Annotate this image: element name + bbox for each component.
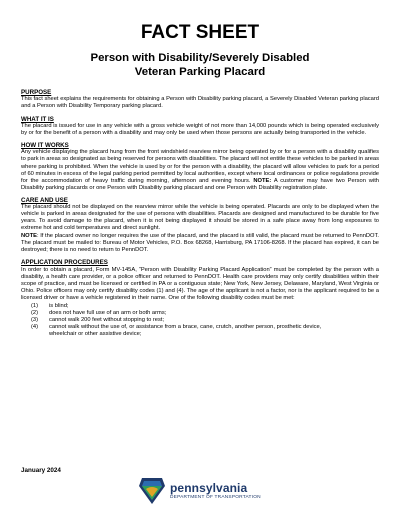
purpose-heading: PURPOSE [21,89,52,96]
subtitle-line-2: Veteran Parking Placard [134,66,266,78]
what-it-is-text: The placard is issued for use in any vehicle with a gross vehicle weight of not more than 14,000 pounds which is being operated exclusively by or for the benefit of a person with a disability and may only be used when those persons are actually being transported in the vehicle. [21,122,379,136]
how-it-works-note-text: A customer may have two Person with Disability parking placards or one Person with Disability parking placard and one Person with Disability registration plate. [21,177,379,191]
code-text: is blind; [49,303,69,310]
purpose-text: This fact sheet explains the requirements for obtaining a Person with Disability parking placard, a Severely Disabled Veteran parking placard and a Person with Disability Temporary parking placard. [21,96,379,110]
how-it-works-heading: HOW IT WORKS [21,142,69,149]
how-it-works-text [21,149,379,191]
code-text: cannot walk without the use of, or assistance from a brace, cane, crutch, another person, prosthetic device, wheelchair or other assistive device; [49,324,322,338]
disability-codes-list [21,303,379,338]
code-number: (1) [31,303,39,310]
care-and-use-text: The placard should not be displayed on the rearview mirror while the vehicle is being operated. Placards are only to be displayed when the vehicle is parked in areas designated for the use of persons with disabilities. Placards are designed and manufactured to be durable for five years. To avoid damage to the placard, when it is not being displayed it should be stored in a safe place away from long exposures to extreme hot and cold temperatures and direct sunlight. [21,204,379,232]
code-number: (4) [31,324,39,331]
code-text: cannot walk 200 feet without stopping to rest; [49,317,165,324]
logo-text [170,482,261,501]
list-item [31,310,379,317]
what-it-is-section [21,116,379,138]
logo-department: DEPARTMENT OF TRANSPORTATION [170,494,261,500]
care-and-use-heading: CARE AND USE [21,196,68,204]
subtitle-line-1: Person with Disability/Severely Disabled [90,52,310,64]
application-procedures-heading: APPLICATION PROCEDURES [21,259,108,267]
list-item [31,317,379,324]
application-procedures-section [21,259,379,338]
logo-name: pennsylvania [170,480,248,495]
how-it-works-section [21,142,379,192]
what-it-is-heading: WHAT IT IS [21,115,54,123]
how-it-works-body: Any vehicle displaying the placard hung from the front windshield rearview mirror being operated by or for a person with a disability qualifies to park in areas so designated as being reserved for persons with disabilities. The placard will not entitle these vehicles to be parked in areas where parking is prohibited. When the vehicle is used by or for the person with a disability, the placard will allow vehicles to park for a period of 60 minutes in excess of the legal parking period permitted by local authorities, except where local ordinances or police regulations provide for the accommodation of heavy traffic during morning, afternoon and evening hours. [21,149,379,184]
purpose-section [21,89,379,111]
application-procedures-text: In order to obtain a placard, Form MV-145A, “Person with Disability Parking Placard Application” must be completed by the person with a disability, a health care provider, or a police officer and returned to PennDOT. Health care providers may only certify disabilities within their scope of practice, and must be licensed or certified in PA or a contiguous state; New York, New Jersey, Delaware, Maryland, West Virginia or Ohio. Police officers may only certify disability codes (1) and (4). The age of the applicant is not a factor, nor is the applicant required to be a licensed driver or have a vehicle registered in their name. One of the following disability codes must be met: [21,266,379,302]
how-it-works-note-label: NOTE: [253,177,272,184]
page-subtitle [21,51,379,79]
page-title: FACT SHEET [140,22,260,43]
code-text: does not have full use of an arm or both arms; [49,310,167,317]
care-and-use-note [21,233,379,254]
care-and-use-note-text: : If the placard owner no longer requires the use of the placard, and the placard is still valid, the placard must be returned to PennDOT. The placard must be mailed to: Bureau of Motor Vehicles, P.O. Box 68268, Harrisburg, PA 17106-8268. If the placard has expired, it can be destroyed; there is no need to return to PennDOT. [21,233,379,254]
code-number: (2) [31,310,39,317]
penndot-logo [138,474,278,508]
keystone-logo-icon [138,476,166,506]
care-and-use-note-label: NOTE [21,233,37,240]
publication-date: January 2024 [21,467,61,474]
list-item [31,303,379,310]
list-item [31,324,379,338]
code-number: (3) [31,317,39,324]
care-and-use-section [21,197,379,255]
